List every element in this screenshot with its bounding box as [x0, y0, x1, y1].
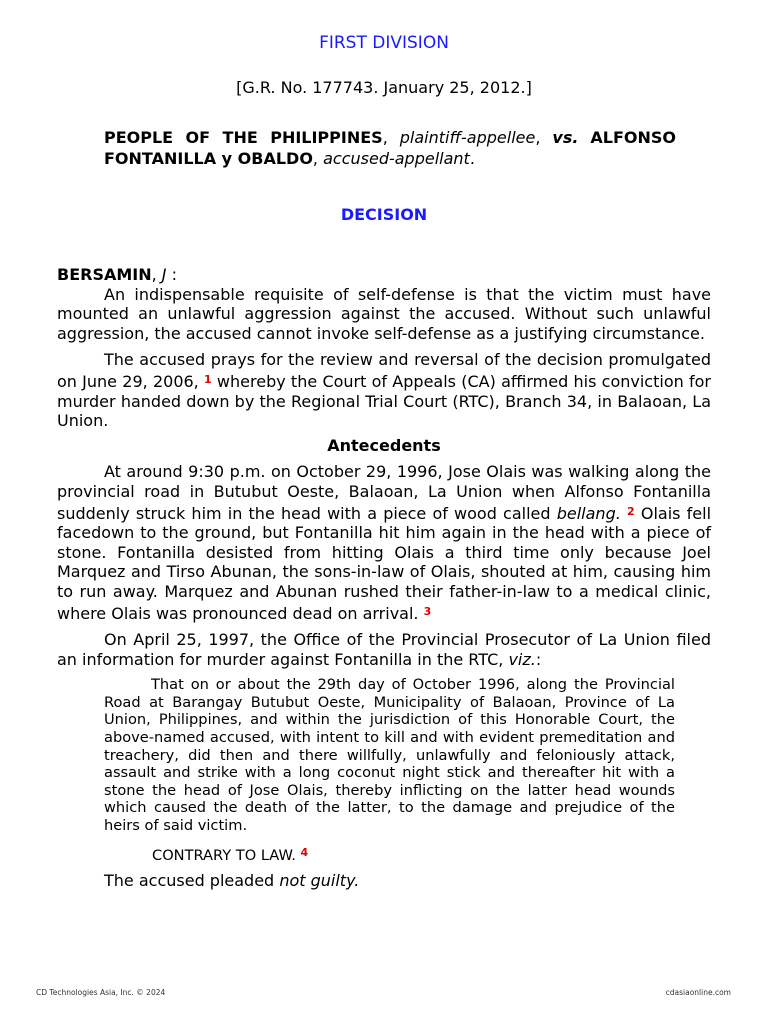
accused-role: accused-appellant — [323, 149, 470, 168]
versus-label: vs. — [552, 128, 579, 147]
division-heading: FIRST DIVISION — [319, 33, 449, 53]
plaintiff-role: plaintiff-appellee — [399, 128, 536, 147]
footer-copyright: CD Technologies Asia, Inc. © 2024 — [36, 988, 166, 997]
footnote-link-1[interactable]: 1 — [204, 372, 212, 386]
footnote-link-4[interactable]: 4 — [300, 845, 309, 859]
paragraph-1: An indispensable requisite of self-defense is that the victim must have mounted an unlawful aggression against the accused. Without such unlawful aggression, the accused cannot invoke self-defense as a justifying circumstance. — [57, 284, 711, 343]
plaintiff-name: PEOPLE OF THE PHILIPPINES — [104, 128, 383, 147]
footer-site[interactable]: cdasiaonline.com — [665, 988, 731, 997]
paragraph-2: The accused prays for the review and reversal of the decision promulgated on June 29, 2006, $^1$ whereby the Court of Appeals (CA) affirmed his conviction for murder handed down by the Regional Trial Court (RTC), Branch 34, in Balaoan, La Union. — [57, 350, 711, 431]
decision-body — [57, 265, 711, 891]
ponente-suffix: J — [161, 265, 167, 284]
ponente-line: BERSAMIN, J : — [57, 265, 177, 284]
paragraph-4: On April 25, 1997, the Office of the Provincial Prosecutor of La Union filed an information for murder against Fontanilla in the RTC, viz.: — [57, 630, 711, 669]
decision-title: DECISION — [340, 205, 428, 224]
case-number: [G.R. No. 177743. January 25, 2012.] — [236, 78, 532, 97]
paragraph-5: The accused pleaded not guilty. — [104, 871, 360, 891]
paragraph-3: At around 9:30 p.m. on October 29, 1996, Jose Olais was walking along the provincial road in Butubut Oeste, Balaoan, La Union when Alfonso Fontanilla suddenly struck him in the head with a piece of wood called bellang. $^2$ Olais fell facedown to the ground, but Fontanilla hit him again in the head with a piece of stone. Fontanilla desisted from hitting Olais a third time only because Joel Marquez and Tirso Abunan, the sons-in-law of Olais, shouted at him, causing him to run away. Marquez and Abunan rushed their father-in-law to a medical clinic, where Olais was pronounced dead on arrival. $^3$ — [57, 462, 712, 623]
section-heading-antecedents: Antecedents — [327, 435, 441, 455]
information-quote: That on or about the 29th day of October 1996, along the Provincial Road at Barangay Butubut Oeste, Municipality of Balaoan, Province of La Union, Philippines, and within the jurisdiction of this Honorable Court, the above-named accused, with intent to kill and with evident premeditation and treachery, did then and there willfully, unlawfully and feloniously attack, assault and strike with a long coconut night stick and thereafter hit with a stone the head of Jose Olais, thereby inflicting on the latter head wounds which caused the death of the latter, to the damage and prejudice of the heirs of said victim. — [104, 676, 675, 835]
ponente-name: BERSAMIN — [57, 265, 152, 284]
footnote-link-3[interactable]: 3 — [423, 604, 432, 618]
case-parties: PEOPLE OF THE PHILIPPINES, plaintiff-appellee, vs. ALFONSO FONTANILLA y OBALDO, accused-appellant. — [104, 128, 677, 168]
contrary-to-law: CONTRARY TO LAW. $^4$ — [152, 845, 309, 864]
footnote-link-2[interactable]: 2 — [627, 504, 635, 518]
accused-name: ALFONSO FONTANILLA y OBALDO — [104, 128, 677, 168]
